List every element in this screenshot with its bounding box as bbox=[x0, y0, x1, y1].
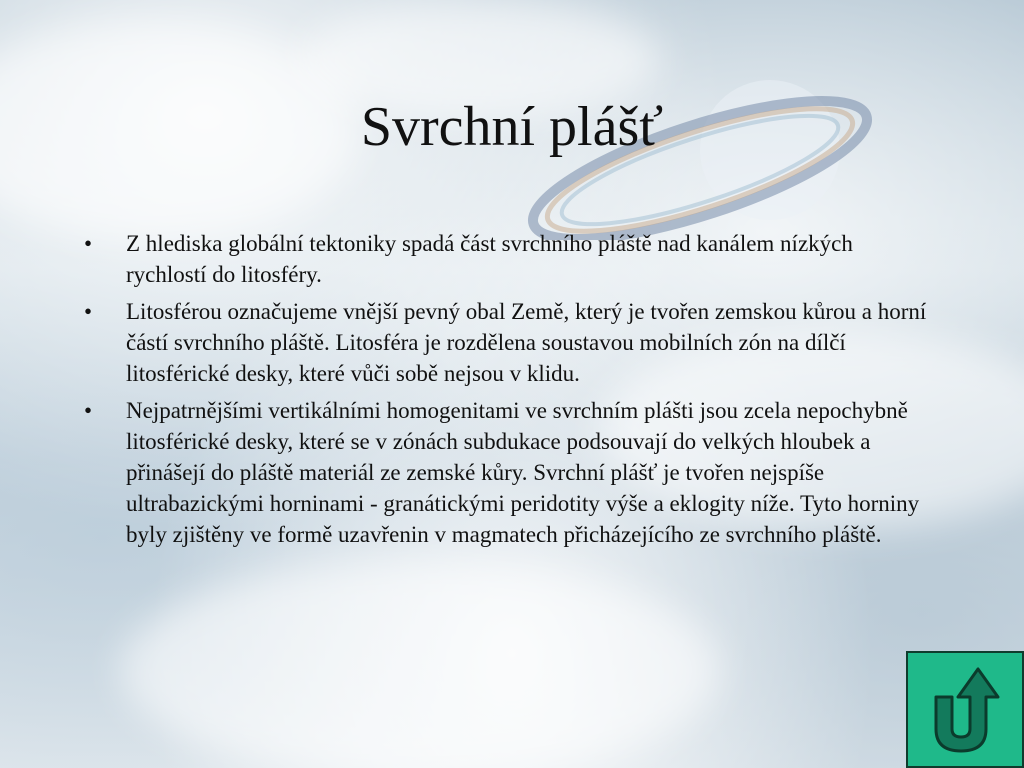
bullet-text: Z hlediska globální tektoniky spadá část svrchního pláště nad kanálem nízkých rychlostí do litosféry. bbox=[126, 231, 853, 287]
bullet-text: Nejpatrnějšími vertikálními homogenitami ve svrchním plášti jsou zcela nepochybně litosférické desky, které se v zónách subdukace podsouvají do velkých hloubek a přinášejí do pláště materiál ze zemské kůry. Svrchní plášť je tvořen nejspíše ultrabazickými horninami - granátickými peridotity výše a eklogity níže. Tyto horniny byly zjištěny ve formě uzavřenin v magmatech přicházejícího ze svrchního pláště. bbox=[126, 398, 920, 547]
list-item bbox=[84, 228, 934, 290]
bullet-marker: • bbox=[84, 299, 93, 324]
bullet-marker: • bbox=[84, 231, 93, 256]
list-item bbox=[84, 395, 934, 550]
bullet-list bbox=[84, 228, 934, 556]
u-turn-return-arrow-icon bbox=[916, 659, 1016, 762]
slide-title: Svrchní plášť bbox=[360, 96, 664, 158]
list-item bbox=[84, 296, 934, 389]
bullet-text: Litosférou označujeme vnější pevný obal Země, který je tvořen zemskou kůrou a horní částí svrchního pláště. Litosféra je rozdělena soustavou mobilních zón na dílčí litosférické desky, které vůči sobě nejsou v klidu. bbox=[126, 299, 927, 386]
background-cloud bbox=[120, 560, 720, 768]
bullet-marker: • bbox=[84, 398, 93, 423]
return-button[interactable] bbox=[906, 651, 1024, 768]
